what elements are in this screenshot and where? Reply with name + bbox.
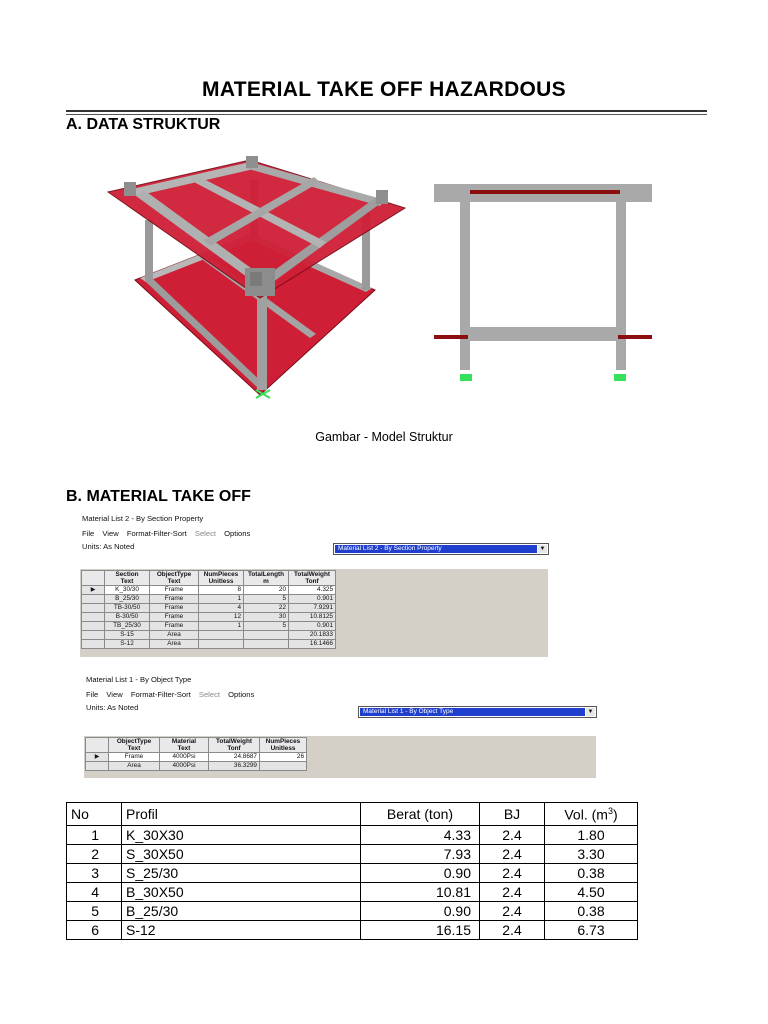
table-row[interactable]: S-15 Area 20.1833 bbox=[82, 631, 336, 640]
row-pointer-icon: ▶ bbox=[82, 586, 105, 595]
table-row: 4 B_30X50 10.81 2.4 4.50 bbox=[67, 883, 638, 902]
menu-select[interactable]: Select bbox=[198, 690, 220, 699]
chevron-down-icon[interactable]: ▼ bbox=[587, 709, 594, 715]
col-header[interactable]: TotalWeight Tonf bbox=[289, 571, 336, 586]
support-marker-right bbox=[614, 374, 626, 381]
table-row[interactable]: ▶ K_30/30 Frame 8 20 4.325 bbox=[82, 586, 336, 595]
table-row[interactable]: TB_25/30 Frame 1 5 0.901 bbox=[82, 622, 336, 631]
table-row[interactable]: TB-30/50 Frame 4 22 7.9291 bbox=[82, 604, 336, 613]
menu-format-filter-sort[interactable]: Format-Filter-Sort bbox=[130, 690, 191, 699]
col-header[interactable]: Material Text bbox=[160, 738, 209, 753]
menu-format-filter-sort[interactable]: Format-Filter-Sort bbox=[126, 529, 187, 538]
frame-elevation-2d bbox=[430, 180, 655, 390]
section-b-heading: B. MATERIAL TAKE OFF bbox=[66, 488, 251, 505]
col-header[interactable]: NumPieces Unitless bbox=[260, 738, 307, 753]
column-cap bbox=[376, 190, 388, 204]
summary-header-row bbox=[67, 803, 638, 826]
col-header[interactable]: NumPieces Unitless bbox=[199, 571, 244, 586]
list-selector-value: Material List 2 - By Section Property bbox=[335, 545, 537, 553]
menu-view[interactable]: View bbox=[106, 690, 123, 699]
table-row: 3 S_25/30 0.90 2.4 0.38 bbox=[67, 864, 638, 883]
top-beam-line bbox=[470, 190, 620, 194]
bottom-beam bbox=[468, 327, 618, 341]
window-title: Material List 1 - By Object Type bbox=[86, 675, 192, 684]
table-row: 2 S_30X50 7.93 2.4 3.30 bbox=[67, 845, 638, 864]
support-marker-left bbox=[460, 374, 472, 381]
menu-file[interactable]: File bbox=[82, 529, 95, 538]
col-header[interactable]: ObjectType Text bbox=[150, 571, 199, 586]
menu-options[interactable]: Options bbox=[224, 529, 251, 538]
row-header-corner bbox=[86, 738, 109, 753]
row-header-corner bbox=[82, 571, 105, 586]
col-profil: Profil bbox=[122, 803, 361, 826]
title-rule-thin bbox=[66, 114, 707, 115]
table-row: 6 S-12 16.15 2.4 6.73 bbox=[67, 921, 638, 940]
document-title: MATERIAL TAKE OFF HAZARDOUS bbox=[202, 78, 566, 101]
menu-options[interactable]: Options bbox=[228, 690, 255, 699]
col-header[interactable]: TotalWeight Tonf bbox=[209, 738, 260, 753]
section-property-grid bbox=[81, 570, 336, 649]
figure-caption: Gambar - Model Struktur bbox=[315, 430, 453, 444]
left-column bbox=[460, 200, 470, 370]
material-list-2-window bbox=[78, 511, 552, 661]
column-cap bbox=[124, 182, 136, 196]
column-joint bbox=[250, 272, 262, 286]
col-header[interactable]: Section Text bbox=[105, 571, 150, 586]
table-row: 5 B_25/30 0.90 2.4 0.38 bbox=[67, 902, 638, 921]
table-row: 1 K_30X30 4.33 2.4 1.80 bbox=[67, 826, 638, 845]
object-type-grid bbox=[85, 737, 307, 771]
summary-table bbox=[66, 802, 638, 940]
material-list-1-window bbox=[82, 672, 600, 780]
menu-bar bbox=[86, 690, 260, 699]
window-title: Material List 2 - By Section Property bbox=[82, 514, 204, 523]
menu-file[interactable]: File bbox=[86, 690, 99, 699]
units-label: Units: As Noted bbox=[82, 542, 135, 551]
col-bj: BJ bbox=[480, 803, 545, 826]
table-row[interactable]: B-30/50 Frame 12 30 10.8125 bbox=[82, 613, 336, 622]
list-selector-dropdown[interactable] bbox=[358, 706, 597, 718]
units-label: Units: As Noted bbox=[86, 703, 139, 712]
list-selector-dropdown[interactable] bbox=[333, 543, 549, 555]
menu-bar bbox=[82, 529, 256, 538]
column bbox=[145, 220, 153, 282]
menu-select[interactable]: Select bbox=[194, 529, 216, 538]
section-a-heading: A. DATA STRUKTUR bbox=[66, 116, 221, 133]
col-berat: Berat (ton) bbox=[361, 803, 480, 826]
table-row[interactable]: B_25/30 Frame 1 5 0.901 bbox=[82, 595, 336, 604]
col-vol: Vol. $(m^3)$ bbox=[545, 803, 638, 826]
menu-view[interactable]: View bbox=[102, 529, 119, 538]
col-no: No bbox=[67, 803, 122, 826]
table-row[interactable]: S-12 Area 16.1466 bbox=[82, 640, 336, 649]
col-header[interactable]: ObjectType Text bbox=[109, 738, 160, 753]
right-column bbox=[616, 200, 626, 370]
row-pointer-icon: ▶ bbox=[86, 753, 109, 762]
col-header[interactable]: TotalLength m bbox=[244, 571, 289, 586]
list-selector-value: Material List 1 - By Object Type bbox=[360, 708, 585, 716]
title-rule-thick bbox=[66, 110, 707, 112]
table-row[interactable]: ▶ Frame 4000Psi 24.8687 26 bbox=[86, 753, 307, 762]
structure-3d-model bbox=[100, 150, 410, 420]
table-row[interactable]: Area 4000Psi 36.3299 bbox=[86, 762, 307, 771]
chevron-down-icon[interactable]: ▼ bbox=[539, 546, 546, 552]
column-cap bbox=[246, 156, 258, 168]
